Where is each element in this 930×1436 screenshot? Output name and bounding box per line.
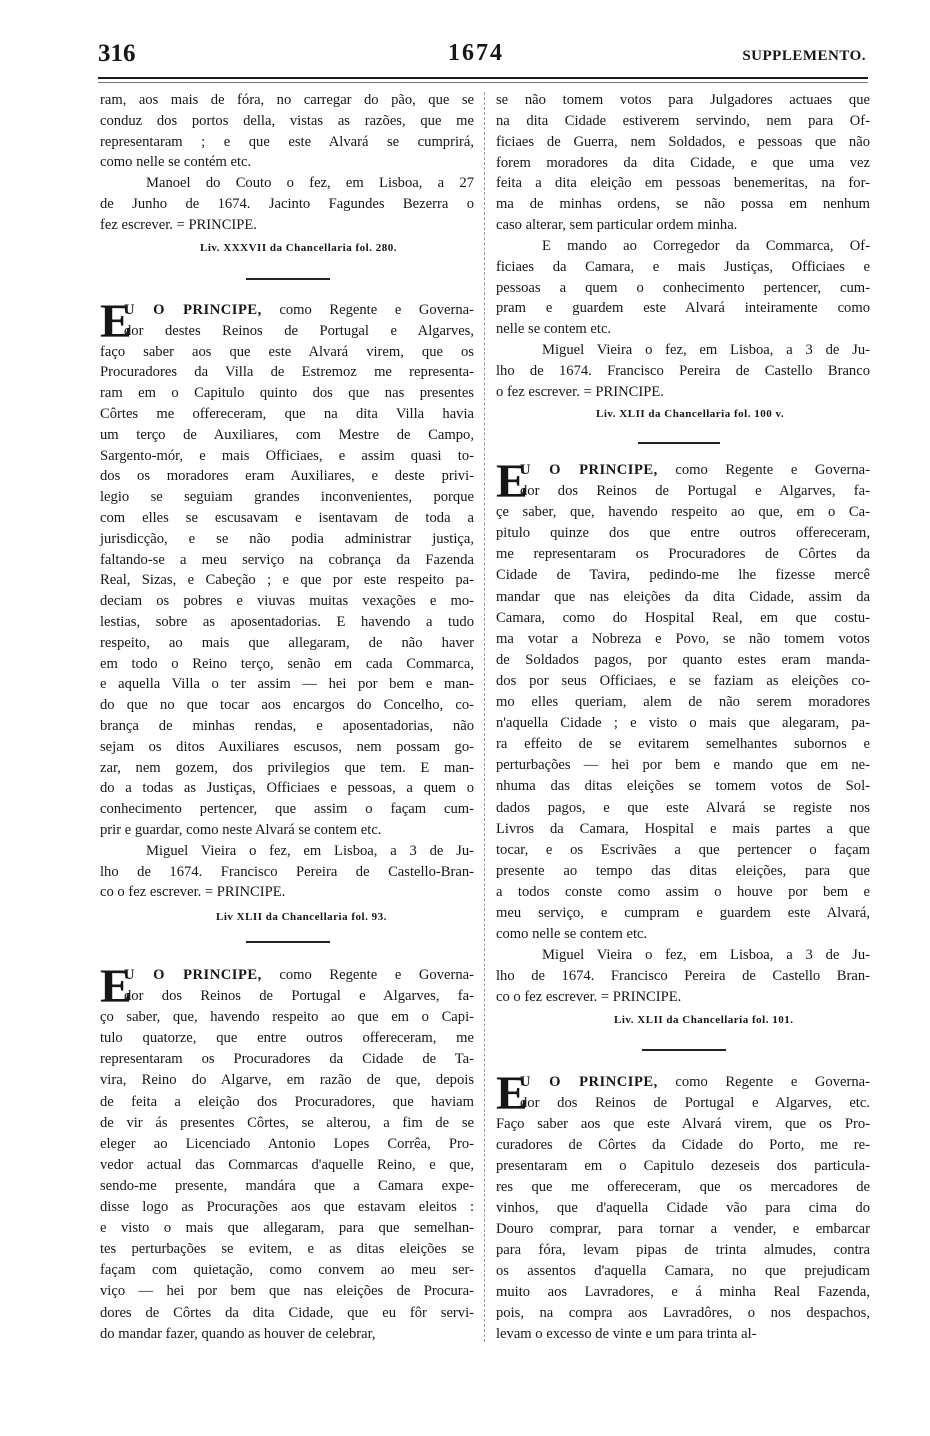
text-line: faltando-se a meu serviço na cobrança da Fazenda [100,551,474,568]
text-line: para fóra, levam pipas de trinta almudes, contra [496,1242,870,1258]
text-line: lho de 1674. Francisco Pereira de Castello Bran- [496,968,870,985]
text-line: de vir ás presentes Côrtes, se alterou, a fim de se [100,1114,474,1131]
text-line: feita a dita eleição em pessoas benemeritas, na for- [496,175,870,192]
line-text: como Regente e Governa- [657,1074,870,1090]
text-line: fez escrever. = PRINCIPE. [100,216,257,233]
text-line: n'aquella Cidade ; e visto o mais que alegaram, pa- [496,715,870,732]
chancellery-reference: Liv. XLII da Chancellaria fol. 100 v. [596,408,785,420]
alvara-estremoz [100,295,474,903]
text-line: ma votar a Nobreza e Povo, se não tomem votos [496,630,870,647]
opening-words: U O PRINCIPE, [520,462,658,478]
text-line: ço saber, que, havendo respeito ao que em o Capi- [100,1009,474,1026]
text-line: perturbações — hei por bem e mando que em ne- [496,757,870,774]
text-line: viço — hei por bem que nas eleições de Procura- [100,1283,474,1300]
header-rule [98,77,868,79]
text-line: pram e guardem este Alvará inteiramente como [496,300,870,317]
text-line: Manoel do Couto o fez, em Lisboa, a 27 [146,175,474,192]
text-line: res que me offereceram, que os mercadores de [496,1179,870,1195]
text-line: pitulo quinze dos que entre outros offereceram, [496,525,870,542]
chancellery-reference: Liv. XLII da Chancellaria fol. 101. [614,1014,794,1026]
text-line: vinhos, que d'aquella Cidade vão para cima do [496,1200,870,1216]
text-line: Côrtes me offereceram, que na dita Villa havia [100,405,474,422]
text-line: lho de 1674. Francisco Pereira de Castello-Bran- [100,863,474,880]
text-line: ma de minhas ordens, se não possa em nenhum [496,196,870,213]
text-line: faço saber aos que este Alvará virem, que os [100,343,474,360]
text-line: vedor actual das Commarcas d'aquelle Reino, e que, [100,1156,474,1173]
text-line: como nelle se contem etc. [496,926,648,943]
text-line [496,460,870,481]
text-line: lho de 1674. Francisco Pereira de Castello Branco [496,362,870,379]
text-line: Faço saber aos que este Alvará virem, que os Pro- [496,1116,870,1132]
text-line: ra effeito de se evitarem semelhantes subornos e [496,736,870,753]
text-line: pois, na compra aos Lavradôres, o nos despachos, [496,1305,870,1321]
text-line: dos por seus Officiaes, e se faziam as eleições co- [496,672,870,689]
drop-cap: E [100,960,133,1013]
text-line: os assentos d'aquella Camara, no que prejudicam [496,1263,870,1279]
text-line: muito aos Lavradores, e á minha Real Fazenda, [496,1284,870,1300]
text-line: pessoas a quem o conhecimento pertencer, cum- [496,279,870,296]
text-line: vira, Reino do Algarve, em razão de que, depois [100,1072,474,1089]
text-line: prir e guardar, como neste Alvará se contem etc. [100,821,382,838]
text-line: do a todas as Justiças, Officiaes e pessoas, a quem o [100,780,474,797]
text-line: dores de Côrtes da dita Cidade, que eu fôr servi- [100,1304,474,1321]
text-line: Procuradores da Villa de Estremoz me representa- [100,364,474,381]
text-line: nelle se contem etc. [496,321,612,338]
page-number: 316 [98,40,136,67]
text-line: Sargento-mór, e mais Officiaes, e assim quasi to- [100,447,474,464]
text-line: Miguel Vieira o fez, em Lisboa, a 3 de Ju- [542,947,870,964]
text-line: co o fez escrever. = PRINCIPE. [100,884,286,901]
text-line: Real, Sizas, e Cabeção ; e que por este respeito pa- [100,572,474,589]
text-line: brança de minhas rendas, e aposentadorias, não [100,717,474,734]
text-line: caso alterar, sem particular ordem minha. [496,217,738,234]
text-line: çe saber, que, havendo respeito ao que, em o Ca- [496,504,870,521]
text-line: legio se seguiam grandes inconvenientes, porque [100,489,474,506]
text-line: dos os moradores eram Auxiliares, e deste privi- [100,468,474,485]
text-line: deciam os pobres e viuvas muitas vexações e mo- [100,593,474,610]
text-line: nhuma das ditas eleições se tomem votos de Sol- [496,778,870,795]
text-line: se não tomem votos para Julgadores actuaes que [496,92,870,108]
text-line: ram, aos mais de fóra, no carregar do pão, que se [100,92,474,108]
right-continuation-text [496,90,870,403]
text-line: conhecimento pertencer, que assim o façam cum- [100,801,474,818]
text-line: em todo o Reino terço, senão em cada Commarca, [100,655,474,672]
text-line: de Junho de 1674. Jacinto Fagundes Bezerra o [100,195,474,212]
drop-cap: E [496,1067,529,1120]
text-line: Camara, como do Hospital Real, em que costu- [496,609,870,626]
text-line: jurisdicção, e se não podia administrar justiça, [100,530,474,547]
text-line: Miguel Vieira o fez, em Lisboa, a 3 de Ju- [542,342,870,359]
text-line: na dita Cidade estiverem servindo, nem para Of- [496,112,870,129]
column-separator [484,92,485,1342]
text-line: com elles se escusavam e isentavam de toda a [100,509,474,526]
text-line: de Soldados pagos, por quanto estes eram manda- [496,651,870,668]
text-line: levam o excesso de vinte e um para trinta al- [496,1326,757,1342]
opening-words: U O PRINCIPE, [124,302,262,318]
text-line: zar, nem gozem, dos privilegios que tem. E man- [100,759,474,776]
drop-cap: E [496,455,529,508]
text-line: e visto o mais que allegaram, para que semelhan- [100,1220,474,1237]
line-text: como Regente e Governa- [261,302,474,318]
alvara-tavira-soldados [496,455,870,1008]
text-line: tes perturbações se evitem, e as ditas eleições se [100,1241,474,1258]
text-line: como nelle se contém etc. [100,154,252,171]
text-line [100,965,474,986]
line-text: como Regente e Governa- [261,967,474,983]
text-line: E mando ao Corregedor da Commarca, Of- [542,237,870,254]
text-line: sejam os ditos Auxiliares escusos, nem possam go- [100,738,474,755]
text-line: Livros da Camara, Hospital e mais partes a que [496,820,870,837]
left-continuation-text [100,90,474,236]
text-line: ficiaes da Camara, e mais Justiças, Officiaes e [496,258,870,275]
text-line: conduz dos portos della, vistas as razões, que me [100,112,474,129]
text-line: e aquella Villa o ter assim — hei por bem e man- [100,676,474,693]
text-line: o fez escrever. = PRINCIPE. [496,383,664,400]
text-line: respeito, ao mais que allegaram, de não haver [100,634,474,651]
text-line: dor dos Reinos de Portugal e Algarves, fa- [124,988,474,1005]
alvara-tavira-procuradores [100,960,474,1345]
text-line: representaram os Procuradores da Cidade de Ta- [100,1051,474,1068]
text-line: dor destes Reinos de Portugal e Algarves, [124,322,474,339]
text-line: eleger ao Licenciado Antonio Lopes Corrêa, Pro- [100,1135,474,1152]
opening-words: U O PRINCIPE, [124,967,262,983]
text-line: ficiaes de Guerra, nem Soldados, e pessoas que não [496,133,870,150]
text-line: dor dos Reinos de Portugal e Algarves, etc. [520,1095,870,1111]
section-title: SUPPLEMENTO. [742,48,866,64]
text-line: presente ao tempo das ditas eleições, para que [496,862,870,879]
text-line: dados pagos, e que este Alvará se registe nos [496,799,870,816]
drop-cap: E [100,295,133,348]
opening-words: U O PRINCIPE, [520,1074,658,1090]
text-line: sendo-me presente, mandára que a Camara expe- [100,1177,474,1194]
text-line: de feita a eleição dos Procuradores, que haviam [100,1093,474,1110]
text-line: co o fez escrever. = PRINCIPE. [496,989,682,1006]
text-line: lestias, sobre as aposentadorias. E havendo a tudo [100,613,474,630]
text-line: do mandar fazer, quando as houver de celebrar, [100,1325,376,1342]
text-line: Miguel Vieira o fez, em Lisboa, a 3 de Ju- [146,842,474,859]
text-line: do que no que tocar aos encargos do Concelho, co- [100,697,474,714]
text-line: dor dos Reinos de Portugal e Algarves, fa- [520,483,870,500]
text-line: mo elles queriam, alem de não serem moradores [496,694,870,711]
text-line: forem moradores da dita Cidade, e que uma vez [496,154,870,171]
text-line: ram em o Capitulo quinto dos que nas presentes [100,385,474,402]
section-divider [642,1049,726,1051]
text-line: mandar que nas eleições da dita Cidade, assim da [496,588,870,605]
line-text: como Regente e Governa- [657,462,870,478]
text-line: um terço de Auxiliares, com Mestre de Campo, [100,426,474,443]
text-line: Douro comprar, para tornar a vender, e embarcar [496,1221,870,1237]
text-line: representaram ; e que este Alvará se cumprirá, [100,133,474,150]
text-line: me representaram os Procuradores de Côrtes da [496,546,870,563]
section-divider [246,278,330,280]
section-divider [246,941,330,943]
text-line: tocar, e os Escrivães a que pertencer o façam [496,841,870,858]
text-line [100,300,474,321]
text-line: a todos conste como assim o houve por bem e [496,883,870,900]
text-line: curadores de Côrtes da Cidade do Porto, me re- [496,1137,870,1153]
text-line: Cidade de Tavira, pedindo-me lhe fizesse mercê [496,567,870,584]
text-line [496,1072,870,1093]
chancellery-reference: Liv XLII da Chancellaria fol. 93. [216,911,387,923]
section-divider [638,442,720,444]
text-line: presentaram em o Capitulo dezeseis dos particula- [496,1158,870,1174]
text-line: tulo quatorze, que entre outros offereceram, me [100,1030,474,1047]
text-line: meu serviço, e cumpram e guardem este Alvará, [496,904,870,921]
running-year: 1674 [448,40,504,66]
header-rule-thin [98,82,868,83]
alvara-porto [496,1067,870,1345]
text-line: façam com quietação, como convem ao meu ser- [100,1262,474,1279]
chancellery-reference: Liv. XXXVII da Chancellaria fol. 280. [200,242,397,254]
text-line: disse logo as Procurações aos que estavam eleitos : [100,1199,474,1216]
